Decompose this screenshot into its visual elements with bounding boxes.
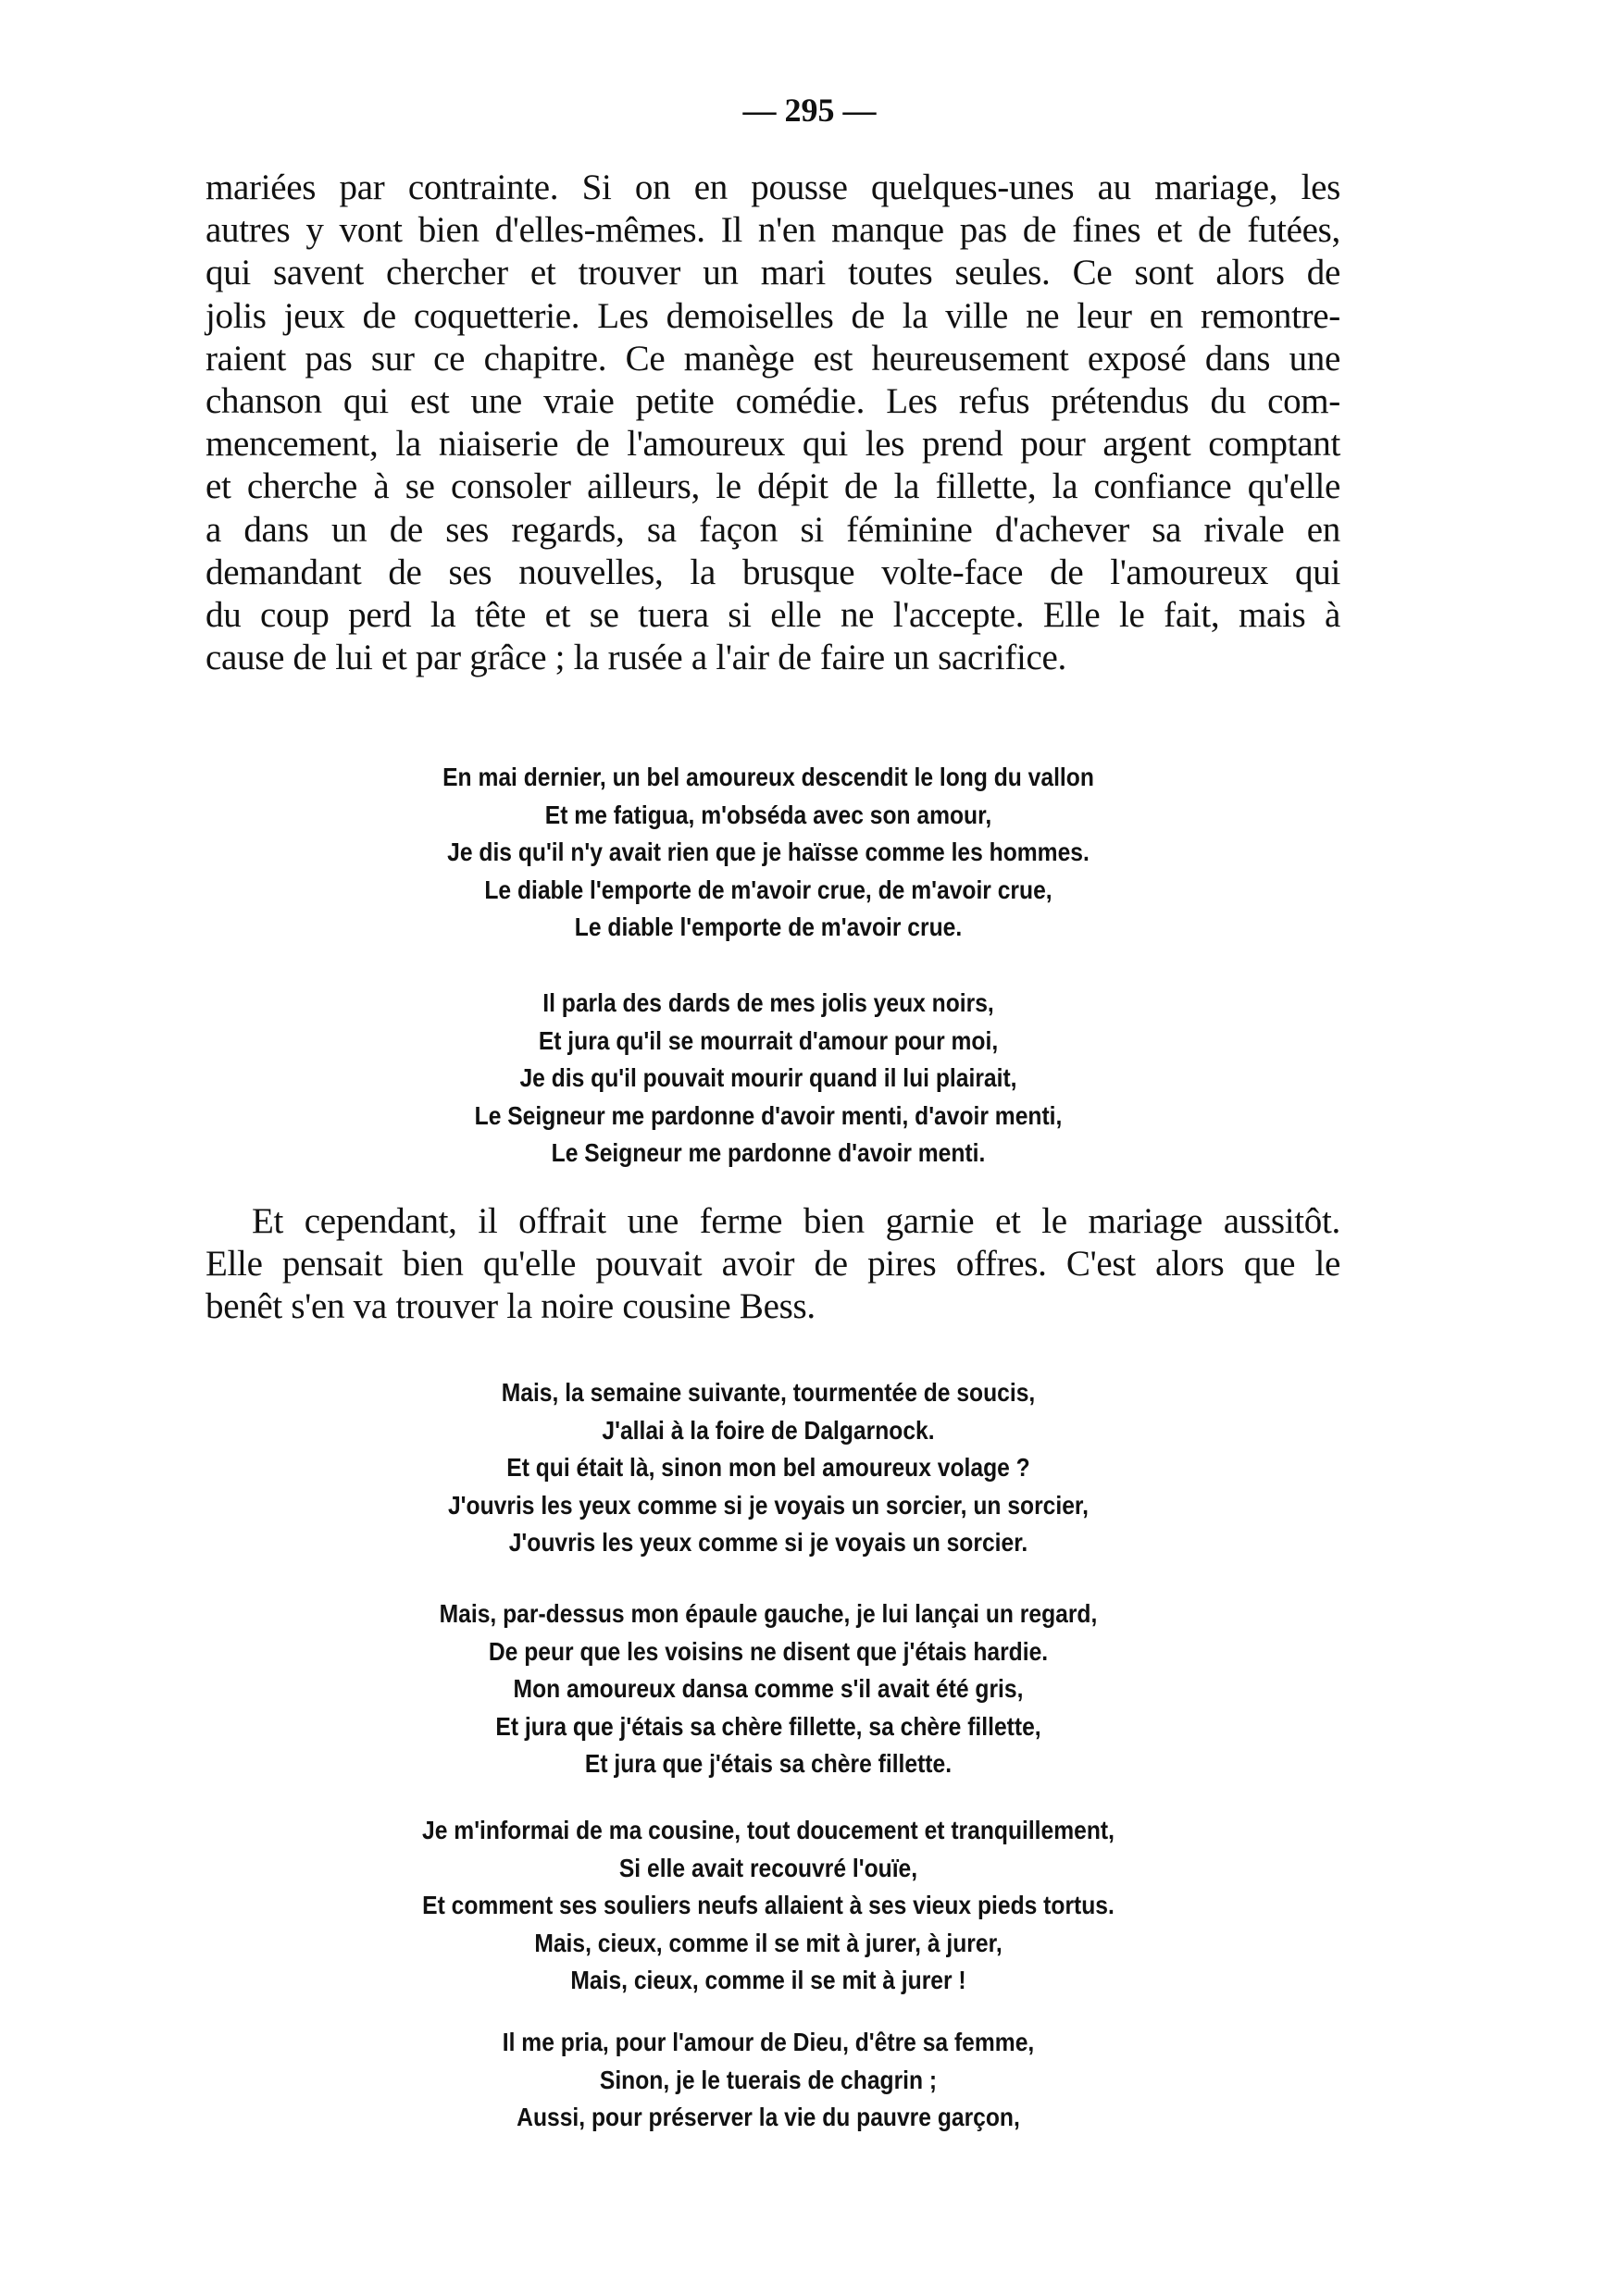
poem-stanza xyxy=(337,985,1201,1173)
verse-line: Aussi, pour préserver la vie du pauvre garçon, xyxy=(517,2103,1020,2131)
verse-line: Mais, cieux, comme il se mit à jurer, à jurer, xyxy=(534,1928,1003,1957)
prose-paragraph xyxy=(205,1200,1340,1329)
verse-line: Il me pria, pour l'amour de Dieu, d'être sa femme, xyxy=(502,2028,1035,2056)
poem-stanza xyxy=(337,1374,1201,1562)
prose-line: benêt s'en va trouver la noire cousine Bess. xyxy=(205,1286,816,1327)
verse-line: Le Seigneur me pardonne d'avoir menti. xyxy=(551,1138,986,1167)
verse-line: Mais, par-dessus mon épaule gauche, je lui lançai un regard, xyxy=(439,1599,1098,1628)
prose-line: demandant de ses nouvelles, la brusque volte-face de l'amoureux qui xyxy=(205,552,1340,592)
poem-stanza xyxy=(337,1812,1201,2000)
verse-line: De peur que les voisins ne disent que j'étais hardie. xyxy=(488,1636,1049,1666)
verse-line: Le diable l'emporte de m'avoir crue. xyxy=(574,912,963,941)
verse-line: En mai dernier, un bel amoureux descendit le long du vallon xyxy=(442,763,1094,791)
verse-line: Je dis qu'il n'y avait rien que je haïsse comme les hommes. xyxy=(447,838,1090,866)
prose-line: raient pas sur ce chapitre. Ce manège est heureusement exposé dans une xyxy=(205,338,1340,379)
page-number: — 295 — xyxy=(742,92,877,129)
prose-line: autres y vont bien d'elles-mêmes. Il n'en manque pas de fines et de futées, xyxy=(205,210,1340,251)
verse-line: J'allai à la foire de Dalgarnock. xyxy=(602,1415,935,1445)
verse-line: Mais, cieux, comme il se mit à jurer ! xyxy=(570,1966,966,1994)
verse-line: Et qui était là, sinon mon bel amoureux volage ? xyxy=(506,1453,1030,1482)
prose-paragraph xyxy=(205,167,1340,679)
verse-line: Si elle avait recouvré l'ouïe, xyxy=(618,1853,918,1882)
verse-line: Le Seigneur me pardonne d'avoir menti, d'avoir menti, xyxy=(474,1100,1063,1130)
verse-line: Et me fatigua, m'obséda avec son amour, xyxy=(544,800,992,829)
prose-line: Et cependant, il offrait une ferme bien garnie et le mariage aussitôt. xyxy=(252,1201,1340,1241)
verse-line: Sinon, je le tuerais de chagrin ; xyxy=(599,2065,938,2094)
verse-line: Et jura qu'il se mourrait d'amour pour moi, xyxy=(538,1025,999,1055)
verse-line: Il parla des dards de mes jolis yeux noirs, xyxy=(542,988,994,1017)
prose-line: a dans un de ses regards, sa façon si féminine d'achever sa rivale en xyxy=(205,509,1340,550)
prose-line: mariées par contrainte. Si on en pousse quelques-unes au mariage, les xyxy=(205,168,1340,207)
verse-line: Mon amoureux dansa comme s'il avait été gris, xyxy=(513,1674,1024,1703)
prose-line: du coup perd la tête et se tuera si elle ne l'accepte. Elle le fait, mais à xyxy=(205,595,1340,636)
prose-line: mencement, la niaiserie de l'amoureux qui les prend pour argent comptant xyxy=(205,424,1340,465)
verse-line: Le diable l'emporte de m'avoir crue, de m'avoir crue, xyxy=(484,875,1052,904)
poem-stanza xyxy=(337,1595,1201,1783)
prose-line: jolis jeux de coquetterie. Les demoiselles de la ville ne leur en remontre- xyxy=(205,295,1340,336)
prose-line: chanson qui est une vraie petite comédie. Les refus prétendus du com- xyxy=(205,381,1340,422)
poem-stanza xyxy=(337,2024,1201,2137)
prose-line: et cherche à se consoler ailleurs, le dépit de la fillette, la confiance qu'elle xyxy=(205,466,1340,507)
verse-line: Je dis qu'il pouvait mourir quand il lui plairait, xyxy=(519,1063,1017,1092)
prose-line: qui savent chercher et trouver un mari toutes seules. Ce sont alors de xyxy=(205,253,1340,293)
verse-line: J'ouvris les yeux comme si je voyais un sorcier. xyxy=(508,1528,1028,1557)
poem-stanza xyxy=(337,759,1201,947)
verse-line: Mais, la semaine suivante, tourmentée de soucis, xyxy=(501,1378,1036,1407)
verse-line: Je m'informai de ma cousine, tout doucement et tranquillement, xyxy=(422,1816,1115,1844)
verse-line: Et jura que j'étais sa chère fillette. xyxy=(584,1749,953,1778)
prose-line: Elle pensait bien qu'elle pouvait avoir de pires offres. C'est alors que le xyxy=(205,1244,1340,1285)
verse-line: Et jura que j'étais sa chère fillette, sa chère fillette, xyxy=(495,1711,1041,1741)
verse-line: J'ouvris les yeux comme si je voyais un sorcier, un sorcier, xyxy=(447,1490,1090,1520)
verse-line: Et comment ses souliers neufs allaient à ses vieux pieds tortus. xyxy=(422,1891,1115,1919)
prose-line: cause de lui et par grâce ; la rusée a l'air de faire un sacrifice. xyxy=(205,638,1066,678)
